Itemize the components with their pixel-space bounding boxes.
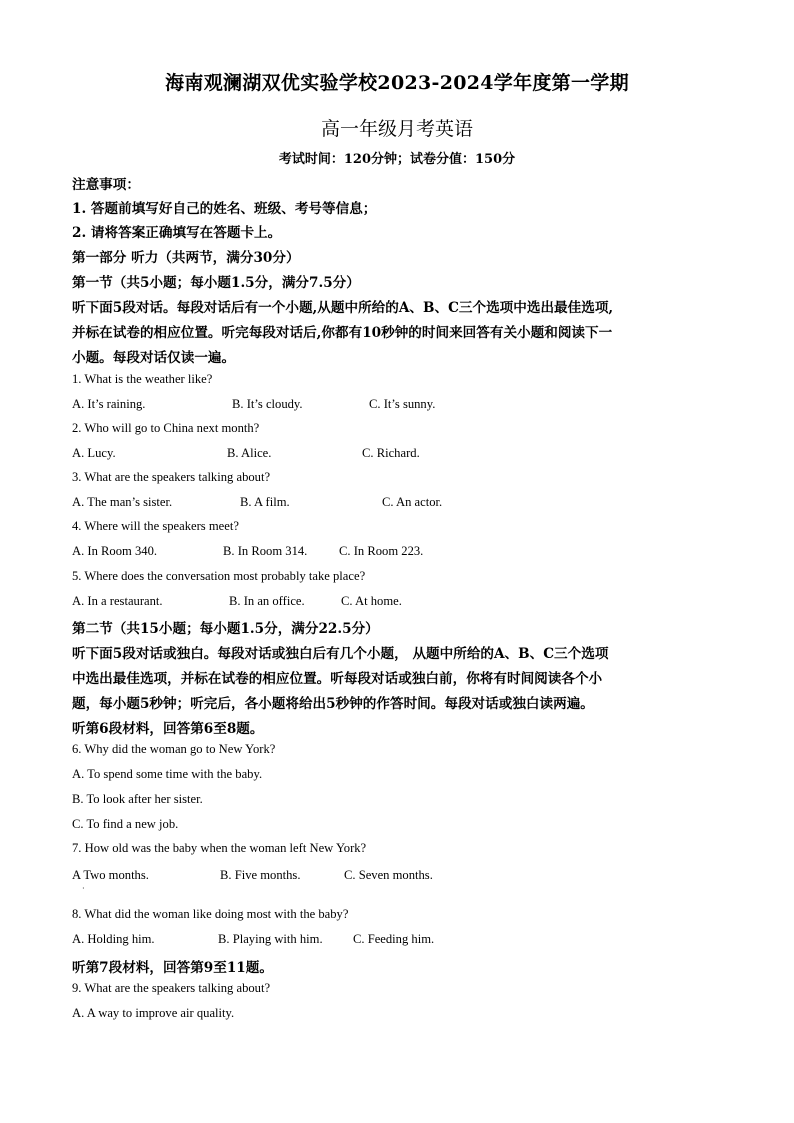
option-a: A. To spend some time with the baby. (72, 767, 263, 781)
option-a: A. A way to improve air quality. (72, 1006, 235, 1020)
question-stem: 7. How old was the baby when the woman left New York? (72, 841, 367, 855)
exam-subtitle: 高一年级月考英语 (320, 118, 473, 140)
material-7-heading: 听第7段材料，回答第9至11题。 (72, 960, 273, 976)
option-a: A. In a restaurant. (72, 594, 163, 608)
option-a: A Two months. (72, 868, 149, 882)
exam-info: 考试时间：120分钟；试卷分值：150分 (278, 152, 516, 167)
option-c: C. At home. (341, 594, 402, 608)
option-a: A. Lucy. (72, 446, 116, 460)
option-c: C. It’s sunny. (369, 397, 436, 411)
option-b: B. Five months. (220, 868, 301, 882)
option-b: B. In an office. (229, 594, 305, 608)
question-stem: 4. Where will the speakers meet? (72, 519, 239, 533)
question-stem: 1. What is the weather like? (72, 372, 213, 386)
part1-heading: 第一部分 听力（共两节，满分30分） (72, 250, 300, 266)
question-stem: 3. What are the speakers talking about? (72, 470, 271, 484)
option-a: A. In Room 340. (72, 544, 158, 558)
option-b: B. To look after her sister. (72, 792, 203, 806)
option-c: C. To find a new job. (72, 817, 179, 831)
section2-instruction-line: 中选出最佳选项，并标在试卷的相应位置。听每段对话或独白前，你将有时间阅读各个小 (72, 671, 603, 687)
option-c: C. Richard. (362, 446, 420, 460)
option-b: B. A film. (240, 495, 290, 509)
option-c: C. Seven months. (344, 868, 433, 882)
question-stem: 9. What are the speakers talking about? (72, 981, 271, 995)
option-a: A. It’s raining. (72, 397, 146, 411)
option-b: B. It’s cloudy. (232, 397, 303, 411)
material-6-heading: 听第6段材料，回答第6至8题。 (72, 721, 264, 737)
question-stem: 8. What did the woman like doing most with the baby? (72, 907, 349, 921)
question-stem: 5. Where does the conversation most probably take place? (72, 569, 366, 583)
notice-heading: 注意事项： (72, 177, 140, 193)
question-stem: 6. Why did the woman go to New York? (72, 742, 276, 756)
section1-instruction-line: 小题。每段对话仅读一遍。 (72, 350, 236, 366)
option-a: A. The man’s sister. (72, 495, 173, 509)
section1-instruction-line: 并标在试卷的相应位置。听完每段对话后,你都有10秒钟的时间来回答有关小题和阅读下一 (72, 325, 613, 341)
section1-instruction-line: 听下面5段对话。每段对话后有一个小题,从题中所给的A、B、C三个选项中选出最佳选项, (72, 300, 614, 316)
option-b: B. Alice. (227, 446, 272, 460)
section2-instruction-line: 听下面5段对话或独白。每段对话或独白后有几个小题， 从题中所给的A、B、C三个选项 (72, 646, 609, 662)
option-c: C. Feeding him. (353, 932, 435, 946)
option-b: B. Playing with him. (218, 932, 323, 946)
exam-title: 海南观澜湖双优实验学校2023-2024学年度第一学期 (165, 72, 629, 94)
section2-heading: 第二节（共15小题；每小题1.5分，满分22.5分） (72, 621, 379, 637)
stray-dot: · (82, 884, 85, 893)
option-b: B. In Room 314. (223, 544, 308, 558)
section1-heading: 第一节（共5小题；每小题1.5分，满分7.5分） (72, 275, 360, 291)
section2-instruction-line: 题，每小题5秒钟；听完后，各小题将给出5秒钟的作答时间。每段对话或独白读两遍。 (72, 696, 594, 712)
option-c: C. An actor. (382, 495, 443, 509)
option-c: C. In Room 223. (339, 544, 424, 558)
notice-item-2: 2. 请将答案正确填写在答题卡上。 (72, 225, 282, 241)
option-a: A. Holding him. (72, 932, 155, 946)
question-stem: 2. Who will go to China next month? (72, 421, 260, 435)
notice-item-1: 1. 答题前填写好自己的姓名、班级、考号等信息； (72, 201, 377, 217)
